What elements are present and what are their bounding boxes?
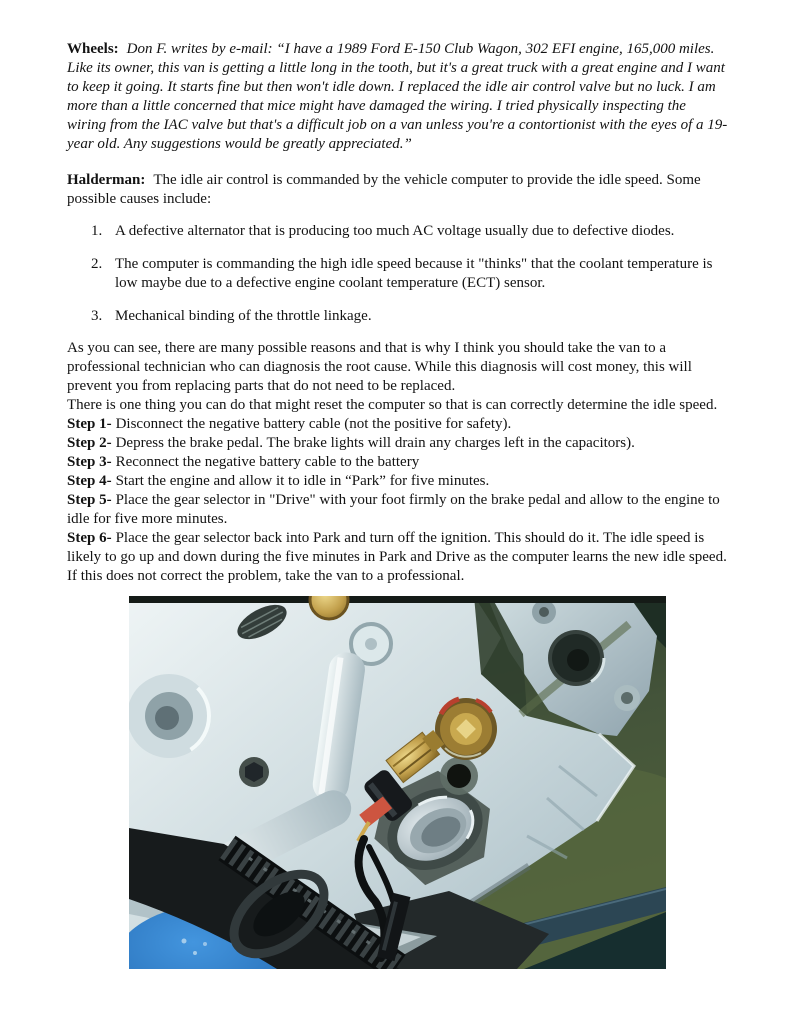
list-item	[67, 222, 728, 241]
photo-blue-speckle	[182, 939, 187, 944]
question-text: Don F. writes by e-mail: “I have a 1989 Ford E-150 Club Wagon, 302 EFI engine, 165,000 miles. Like its owner, this van is getting a little long in the tooth, but it's a great truck with a great engine and I want to keep it going. It starts fine but then won't idle down. I replaced the idle air control valve but no luck. I am more than a little concerned that mice might have damaged the wiring. I tried physically inspecting the wiring from the IAC valve but that's a difficult job on a van unless you're a contortionist with the eyes of a 19-year old. Any suggestions would be greatly appreciated.”	[67, 41, 728, 152]
step-item	[67, 434, 728, 453]
step-label: Step 6-	[67, 530, 112, 546]
photo-blue-speckle	[193, 951, 197, 955]
list-item-text: Mechanical binding of the throttle linkage.	[115, 308, 372, 324]
step-item	[67, 529, 728, 586]
question-paragraph	[67, 40, 728, 154]
step-text: Reconnect the negative battery cable to the battery	[115, 454, 420, 470]
step-text: Start the engine and allow it to idle in “Park” for five minutes.	[115, 473, 490, 489]
step-label: Step 1-	[67, 416, 112, 432]
step-item	[67, 415, 728, 434]
photo-top-strip	[129, 596, 666, 603]
step-text: Disconnect the negative battery cable (not the positive for safety).	[115, 416, 512, 432]
list-item	[67, 255, 728, 293]
advice-text-2: There is one thing you can do that might reset the computer so that is can correctly determine the idle speed.	[67, 397, 718, 413]
answer-intro-text: The idle air control is commanded by the vehicle computer to provide the idle speed. Some possible causes include:	[67, 172, 701, 207]
step-label: Step 2-	[67, 435, 112, 451]
answer-label: Halderman:	[67, 172, 146, 188]
photo-brass-bolt-top	[310, 596, 348, 619]
photo-head-bore-center	[567, 649, 589, 671]
list-item-number: 3.	[91, 308, 103, 324]
step-label: Step 4-	[67, 473, 112, 489]
photo-head-bolt-center	[539, 607, 549, 617]
step-item	[67, 472, 728, 491]
step-label: Step 5-	[67, 492, 112, 508]
engine-photo-illustration	[129, 596, 666, 969]
step-text: Place the gear selector in "Drive" with your foot firmly on the brake pedal and allow to the engine to idle for five more minutes.	[67, 492, 720, 527]
step-item	[67, 491, 728, 529]
list-item-number: 2.	[91, 256, 103, 272]
question-label: Wheels:	[67, 41, 119, 57]
step-text: Depress the brake pedal. The brake lights will drain any charges left in the capacitors).	[115, 435, 635, 451]
list-item-number: 1.	[91, 223, 103, 239]
photo-round-boss-center	[365, 638, 377, 650]
causes-list	[67, 222, 728, 326]
list-item-text: The computer is commanding the high idle speed because it "thinks" that the coolant temperature is low maybe due to a defective engine coolant temperature (ECT) sensor.	[115, 256, 713, 291]
list-item-text: A defective alternator that is producing too much AC voltage usually due to defective diodes.	[115, 223, 675, 239]
list-item	[67, 307, 728, 326]
step-text: Place the gear selector back into Park and turn off the ignition. This should do it. The idle speed is likely to go up and down during the five minutes in Park and Drive as the computer learns the new idle speed. If this does not correct the problem, take the van to a professional.	[67, 530, 727, 584]
answer-paragraph	[67, 171, 728, 209]
engine-photo	[129, 596, 666, 969]
advice-paragraph	[67, 339, 728, 415]
photo-head-boss-center	[621, 692, 633, 704]
step-item	[67, 453, 728, 472]
advice-text: As you can see, there are many possible reasons and that is why I think you should take the van to a professional technician who can diagnosis the root cause. While this diagnosis will cost money, this will prevent you from replacing parts that do not need to be replaced.	[67, 340, 692, 394]
photo-small-hole	[447, 764, 471, 788]
step-label: Step 3-	[67, 454, 112, 470]
steps-list	[67, 415, 728, 586]
photo-brass-plug	[435, 698, 497, 760]
photo-blue-speckle	[203, 942, 207, 946]
photo-left-boss-center	[155, 706, 179, 730]
